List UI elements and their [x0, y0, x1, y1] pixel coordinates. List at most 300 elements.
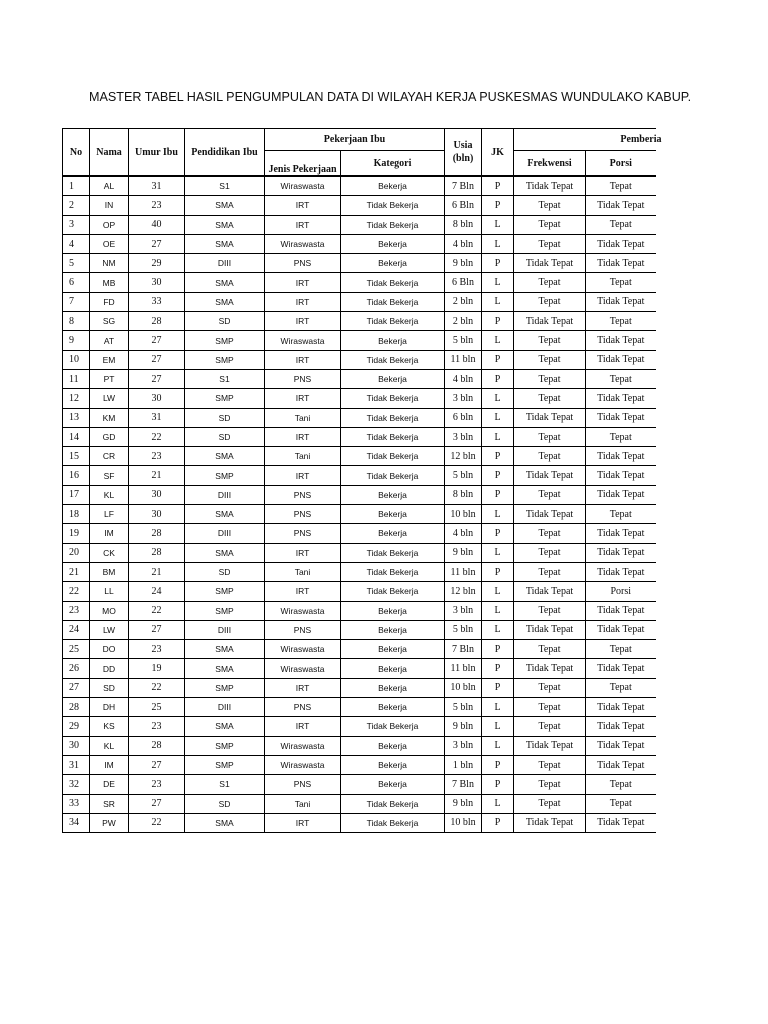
cell-kategori: Tidak Bekerja	[341, 350, 445, 369]
cell-nama: SF	[90, 466, 129, 485]
cell-jenis-pekerjaan: Wiraswasta	[265, 736, 341, 755]
cell-porsi: Tepat	[586, 794, 656, 813]
table-row	[63, 485, 656, 504]
cell-kategori: Tidak Bekerja	[341, 215, 445, 234]
cell-pendidikan: SD	[185, 427, 265, 446]
cell-jenis-pekerjaan: IRT	[265, 543, 341, 562]
cell-porsi: Tidak Tepat	[586, 447, 656, 466]
cell-pendidikan: SMP	[185, 678, 265, 697]
cell-usia: 6 bln	[445, 408, 482, 427]
cell-pendidikan: SMP	[185, 736, 265, 755]
header-kategori: Kategori	[341, 151, 445, 177]
cell-usia: 5 bln	[445, 620, 482, 639]
cell-jk: P	[482, 755, 514, 774]
cell-pendidikan: DIII	[185, 485, 265, 504]
cell-no: 10	[63, 350, 90, 369]
cell-umur-ibu: 27	[129, 369, 185, 388]
cell-nama: IM	[90, 524, 129, 543]
cell-nama: MO	[90, 601, 129, 620]
cell-jenis-pekerjaan: IRT	[265, 813, 341, 832]
cell-usia: 5 bln	[445, 466, 482, 485]
cell-umur-ibu: 19	[129, 659, 185, 678]
cell-porsi: Tidak Tepat	[586, 350, 656, 369]
table-row	[63, 234, 656, 253]
cell-kategori: Bekerja	[341, 698, 445, 717]
cell-umur-ibu: 40	[129, 215, 185, 234]
cell-frekwensi: Tepat	[514, 427, 586, 446]
cell-usia: 4 bln	[445, 524, 482, 543]
cell-kategori: Tidak Bekerja	[341, 717, 445, 736]
cell-umur-ibu: 28	[129, 736, 185, 755]
cell-kategori: Tidak Bekerja	[341, 292, 445, 311]
cell-no: 2	[63, 196, 90, 215]
table-row	[63, 640, 656, 659]
cell-umur-ibu: 27	[129, 331, 185, 350]
cell-frekwensi: Tepat	[514, 717, 586, 736]
cell-no: 29	[63, 717, 90, 736]
cell-jenis-pekerjaan: PNS	[265, 620, 341, 639]
cell-kategori: Bekerja	[341, 176, 445, 196]
cell-no: 12	[63, 389, 90, 408]
cell-no: 27	[63, 678, 90, 697]
cell-jk: L	[482, 620, 514, 639]
cell-jk: P	[482, 562, 514, 581]
cell-nama: KM	[90, 408, 129, 427]
cell-jk: L	[482, 331, 514, 350]
cell-kategori: Tidak Bekerja	[341, 273, 445, 292]
cell-nama: DE	[90, 775, 129, 794]
table-row	[63, 698, 656, 717]
table-row	[63, 331, 656, 350]
table-row	[63, 389, 656, 408]
header-porsi: Porsi	[586, 151, 656, 177]
cell-umur-ibu: 30	[129, 485, 185, 504]
cell-umur-ibu: 23	[129, 196, 185, 215]
cell-frekwensi: Tepat	[514, 678, 586, 697]
cell-usia: 4 bln	[445, 369, 482, 388]
cell-porsi: Tepat	[586, 505, 656, 524]
header-pemberian-label: Pemberia	[620, 134, 662, 145]
cell-kategori: Tidak Bekerja	[341, 543, 445, 562]
cell-no: 9	[63, 331, 90, 350]
cell-no: 32	[63, 775, 90, 794]
cell-umur-ibu: 22	[129, 813, 185, 832]
cell-no: 4	[63, 234, 90, 253]
cell-kategori: Tidak Bekerja	[341, 427, 445, 446]
cell-kategori: Bekerja	[341, 659, 445, 678]
cell-frekwensi: Tidak Tepat	[514, 736, 586, 755]
table-row	[63, 562, 656, 581]
cell-porsi: Tepat	[586, 427, 656, 446]
cell-frekwensi: Tepat	[514, 369, 586, 388]
cell-frekwensi: Tidak Tepat	[514, 582, 586, 601]
cell-frekwensi: Tepat	[514, 331, 586, 350]
header-usia	[445, 129, 482, 177]
cell-kategori: Bekerja	[341, 678, 445, 697]
cell-jenis-pekerjaan: Wiraswasta	[265, 331, 341, 350]
cell-pendidikan: DIII	[185, 254, 265, 273]
cell-pendidikan: S1	[185, 369, 265, 388]
cell-kategori: Tidak Bekerja	[341, 813, 445, 832]
cell-jenis-pekerjaan: Wiraswasta	[265, 234, 341, 253]
cell-frekwensi: Tepat	[514, 389, 586, 408]
cell-usia: 10 bln	[445, 678, 482, 697]
header-pekerjaan-ibu: Pekerjaan Ibu	[265, 129, 445, 151]
cell-jenis-pekerjaan: PNS	[265, 698, 341, 717]
cell-no: 22	[63, 582, 90, 601]
cell-no: 14	[63, 427, 90, 446]
cell-pendidikan: SMA	[185, 640, 265, 659]
cell-kategori: Tidak Bekerja	[341, 562, 445, 581]
cell-usia: 6 Bln	[445, 196, 482, 215]
cell-nama: MB	[90, 273, 129, 292]
cell-no: 23	[63, 601, 90, 620]
cell-usia: 2 bln	[445, 292, 482, 311]
cell-jenis-pekerjaan: IRT	[265, 466, 341, 485]
cell-umur-ibu: 23	[129, 775, 185, 794]
table-row	[63, 678, 656, 697]
table-row	[63, 312, 656, 331]
cell-nama: KL	[90, 485, 129, 504]
cell-jenis-pekerjaan: Wiraswasta	[265, 176, 341, 196]
cell-porsi: Tidak Tepat	[586, 234, 656, 253]
cell-no: 5	[63, 254, 90, 273]
table-row	[63, 273, 656, 292]
cell-jenis-pekerjaan: IRT	[265, 312, 341, 331]
cell-jk: P	[482, 254, 514, 273]
cell-no: 21	[63, 562, 90, 581]
cell-nama: KS	[90, 717, 129, 736]
cell-kategori: Tidak Bekerja	[341, 389, 445, 408]
cell-porsi: Tepat	[586, 312, 656, 331]
header-pemberian	[514, 129, 662, 151]
cell-usia: 10 bln	[445, 813, 482, 832]
cell-jk: L	[482, 292, 514, 311]
cell-kategori: Bekerja	[341, 775, 445, 794]
cell-pendidikan: SMA	[185, 505, 265, 524]
cell-frekwensi: Tepat	[514, 794, 586, 813]
cell-frekwensi: Tidak Tepat	[514, 254, 586, 273]
cell-frekwensi: Tidak Tepat	[514, 176, 586, 196]
cell-jenis-pekerjaan: Wiraswasta	[265, 601, 341, 620]
cell-jk: P	[482, 196, 514, 215]
table-row	[63, 755, 656, 774]
cell-umur-ibu: 22	[129, 427, 185, 446]
cell-kategori: Bekerja	[341, 369, 445, 388]
cell-porsi: Tepat	[586, 273, 656, 292]
cell-umur-ibu: 25	[129, 698, 185, 717]
cell-jenis-pekerjaan: IRT	[265, 196, 341, 215]
table-row	[63, 601, 656, 620]
cell-kategori: Bekerja	[341, 254, 445, 273]
cell-umur-ibu: 21	[129, 466, 185, 485]
cell-no: 18	[63, 505, 90, 524]
cell-frekwensi: Tepat	[514, 215, 586, 234]
cell-jenis-pekerjaan: IRT	[265, 427, 341, 446]
cell-umur-ibu: 30	[129, 505, 185, 524]
cell-no: 11	[63, 369, 90, 388]
cell-pendidikan: SMA	[185, 292, 265, 311]
cell-nama: DD	[90, 659, 129, 678]
cell-jk: P	[482, 350, 514, 369]
cell-porsi: Tidak Tepat	[586, 389, 656, 408]
cell-jk: P	[482, 678, 514, 697]
cell-jk: P	[482, 524, 514, 543]
cell-porsi: Tepat	[586, 369, 656, 388]
cell-kategori: Bekerja	[341, 505, 445, 524]
cell-porsi: Porsi	[586, 582, 656, 601]
cell-umur-ibu: 31	[129, 176, 185, 196]
cell-jenis-pekerjaan: PNS	[265, 485, 341, 504]
table-row	[63, 215, 656, 234]
cell-pendidikan: SD	[185, 312, 265, 331]
cell-frekwensi: Tepat	[514, 196, 586, 215]
cell-pendidikan: SMA	[185, 196, 265, 215]
cell-no: 28	[63, 698, 90, 717]
cell-kategori: Bekerja	[341, 736, 445, 755]
cell-no: 6	[63, 273, 90, 292]
cell-no: 1	[63, 176, 90, 196]
cell-porsi: Tidak Tepat	[586, 408, 656, 427]
cell-nama: CR	[90, 447, 129, 466]
cell-umur-ibu: 21	[129, 562, 185, 581]
cell-no: 25	[63, 640, 90, 659]
cell-pendidikan: SMA	[185, 717, 265, 736]
cell-nama: AL	[90, 176, 129, 196]
cell-pendidikan: S1	[185, 176, 265, 196]
cell-usia: 7 Bln	[445, 775, 482, 794]
header-frekwensi: Frekwensi	[514, 151, 586, 177]
cell-pendidikan: SMP	[185, 582, 265, 601]
cell-pendidikan: SMP	[185, 755, 265, 774]
cell-jenis-pekerjaan: Tani	[265, 408, 341, 427]
cell-no: 34	[63, 813, 90, 832]
cell-porsi: Tidak Tepat	[586, 331, 656, 350]
cell-jenis-pekerjaan: IRT	[265, 717, 341, 736]
cell-umur-ibu: 28	[129, 524, 185, 543]
cell-umur-ibu: 33	[129, 292, 185, 311]
cell-jk: P	[482, 485, 514, 504]
cell-umur-ibu: 28	[129, 312, 185, 331]
table-row	[63, 620, 656, 639]
table-row	[63, 350, 656, 369]
cell-pendidikan: SMA	[185, 234, 265, 253]
cell-umur-ibu: 23	[129, 447, 185, 466]
cell-usia: 8 bln	[445, 215, 482, 234]
cell-kategori: Tidak Bekerja	[341, 196, 445, 215]
cell-nama: AT	[90, 331, 129, 350]
cell-jk: L	[482, 389, 514, 408]
cell-jenis-pekerjaan: IRT	[265, 273, 341, 292]
cell-kategori: Bekerja	[341, 601, 445, 620]
cell-jenis-pekerjaan: Wiraswasta	[265, 755, 341, 774]
cell-frekwensi: Tepat	[514, 601, 586, 620]
cell-usia: 12 bln	[445, 447, 482, 466]
cell-kategori: Tidak Bekerja	[341, 466, 445, 485]
header-jenis-pekerjaan-label: Jenis Pekerjaan	[268, 164, 337, 175]
cell-porsi: Tidak Tepat	[586, 601, 656, 620]
cell-porsi: Tidak Tepat	[586, 466, 656, 485]
cell-pendidikan: SMA	[185, 813, 265, 832]
cell-jk: P	[482, 447, 514, 466]
cell-frekwensi: Tepat	[514, 524, 586, 543]
table-row	[63, 794, 656, 813]
cell-usia: 9 bln	[445, 717, 482, 736]
cell-usia: 7 Bln	[445, 640, 482, 659]
cell-jk: P	[482, 466, 514, 485]
cell-kategori: Bekerja	[341, 640, 445, 659]
cell-jenis-pekerjaan: PNS	[265, 254, 341, 273]
cell-jk: P	[482, 369, 514, 388]
cell-nama: EM	[90, 350, 129, 369]
cell-no: 13	[63, 408, 90, 427]
cell-kategori: Tidak Bekerja	[341, 794, 445, 813]
cell-usia: 1 bln	[445, 755, 482, 774]
cell-jenis-pekerjaan: PNS	[265, 369, 341, 388]
cell-jk: L	[482, 736, 514, 755]
cell-jenis-pekerjaan: PNS	[265, 505, 341, 524]
cell-frekwensi: Tepat	[514, 640, 586, 659]
table-row	[63, 659, 656, 678]
cell-pendidikan: SMA	[185, 447, 265, 466]
table-row	[63, 369, 656, 388]
cell-usia: 7 Bln	[445, 176, 482, 196]
cell-umur-ibu: 30	[129, 389, 185, 408]
header-umur-ibu: Umur Ibu	[129, 129, 185, 177]
cell-frekwensi: Tidak Tepat	[514, 659, 586, 678]
cell-nama: KL	[90, 736, 129, 755]
cell-no: 3	[63, 215, 90, 234]
cell-no: 8	[63, 312, 90, 331]
cell-porsi: Tidak Tepat	[586, 755, 656, 774]
cell-porsi: Tidak Tepat	[586, 196, 656, 215]
cell-jk: L	[482, 794, 514, 813]
table-row	[63, 176, 656, 196]
cell-nama: LW	[90, 620, 129, 639]
cell-porsi: Tidak Tepat	[586, 736, 656, 755]
cell-frekwensi: Tidak Tepat	[514, 466, 586, 485]
cell-frekwensi: Tidak Tepat	[514, 312, 586, 331]
cell-frekwensi: Tidak Tepat	[514, 505, 586, 524]
header-no: No	[63, 129, 90, 177]
cell-pendidikan: SD	[185, 562, 265, 581]
cell-pendidikan: SD	[185, 408, 265, 427]
cell-kategori: Bekerja	[341, 331, 445, 350]
cell-nama: OE	[90, 234, 129, 253]
cell-jk: P	[482, 775, 514, 794]
table-row	[63, 254, 656, 273]
cell-no: 31	[63, 755, 90, 774]
cell-frekwensi: Tepat	[514, 292, 586, 311]
cell-jenis-pekerjaan: Tani	[265, 794, 341, 813]
cell-usia: 9 bln	[445, 254, 482, 273]
cell-umur-ibu: 24	[129, 582, 185, 601]
cell-jenis-pekerjaan: PNS	[265, 775, 341, 794]
master-table	[62, 128, 662, 833]
cell-no: 17	[63, 485, 90, 504]
cell-nama: LL	[90, 582, 129, 601]
page-title: MASTER TABEL HASIL PENGUMPULAN DATA DI WILAYAH KERJA PUSKESMAS WUNDULAKO KABUP.	[89, 90, 692, 104]
cell-pendidikan: SMA	[185, 659, 265, 678]
cell-frekwensi: Tidak Tepat	[514, 813, 586, 832]
table-header	[63, 129, 662, 177]
cell-pendidikan: SMA	[185, 273, 265, 292]
cell-umur-ibu: 22	[129, 601, 185, 620]
cell-pendidikan: SMP	[185, 350, 265, 369]
cell-no: 16	[63, 466, 90, 485]
cell-no: 15	[63, 447, 90, 466]
cell-jk: L	[482, 408, 514, 427]
cell-usia: 12 bln	[445, 582, 482, 601]
cell-nama: SR	[90, 794, 129, 813]
header-usia-label: Usia (bln)	[452, 140, 474, 164]
header-nama: Nama	[90, 129, 129, 177]
cell-frekwensi: Tidak Tepat	[514, 408, 586, 427]
header-jk: JK	[482, 129, 514, 177]
table-row	[63, 196, 656, 215]
cell-porsi: Tidak Tepat	[586, 524, 656, 543]
cell-jenis-pekerjaan: IRT	[265, 350, 341, 369]
cell-nama: IN	[90, 196, 129, 215]
cell-pendidikan: DIII	[185, 524, 265, 543]
cell-usia: 9 bln	[445, 794, 482, 813]
cell-porsi: Tidak Tepat	[586, 813, 656, 832]
cell-jk: L	[482, 215, 514, 234]
table-row	[63, 466, 656, 485]
cell-nama: NM	[90, 254, 129, 273]
cell-jenis-pekerjaan: IRT	[265, 389, 341, 408]
cell-jk: P	[482, 659, 514, 678]
cell-porsi: Tepat	[586, 775, 656, 794]
cell-jk: L	[482, 234, 514, 253]
cell-jk: L	[482, 601, 514, 620]
cell-no: 30	[63, 736, 90, 755]
cell-usia: 11 bln	[445, 659, 482, 678]
cell-frekwensi: Tepat	[514, 698, 586, 717]
cell-pendidikan: SMP	[185, 389, 265, 408]
cell-usia: 4 bln	[445, 234, 482, 253]
cell-jenis-pekerjaan: Wiraswasta	[265, 659, 341, 678]
table-row	[63, 408, 656, 427]
cell-umur-ibu: 31	[129, 408, 185, 427]
cell-jenis-pekerjaan: Tani	[265, 447, 341, 466]
cell-usia: 3 bln	[445, 601, 482, 620]
cell-frekwensi: Tepat	[514, 543, 586, 562]
cell-nama: OP	[90, 215, 129, 234]
cell-pendidikan: DIII	[185, 698, 265, 717]
cell-jenis-pekerjaan: IRT	[265, 292, 341, 311]
cell-jk: P	[482, 176, 514, 196]
cell-kategori: Tidak Bekerja	[341, 582, 445, 601]
cell-frekwensi: Tidak Tepat	[514, 620, 586, 639]
cell-nama: PT	[90, 369, 129, 388]
cell-usia: 8 bln	[445, 485, 482, 504]
cell-frekwensi: Tepat	[514, 350, 586, 369]
cell-usia: 5 bln	[445, 698, 482, 717]
table-row	[63, 447, 656, 466]
cell-kategori: Tidak Bekerja	[341, 408, 445, 427]
table-row	[63, 505, 656, 524]
cell-kategori: Tidak Bekerja	[341, 312, 445, 331]
cell-jk: L	[482, 543, 514, 562]
cell-usia: 3 bln	[445, 736, 482, 755]
cell-porsi: Tidak Tepat	[586, 620, 656, 639]
cell-porsi: Tepat	[586, 640, 656, 659]
cell-pendidikan: SMA	[185, 543, 265, 562]
cell-umur-ibu: 27	[129, 794, 185, 813]
cell-no: 19	[63, 524, 90, 543]
cell-frekwensi: Tepat	[514, 447, 586, 466]
